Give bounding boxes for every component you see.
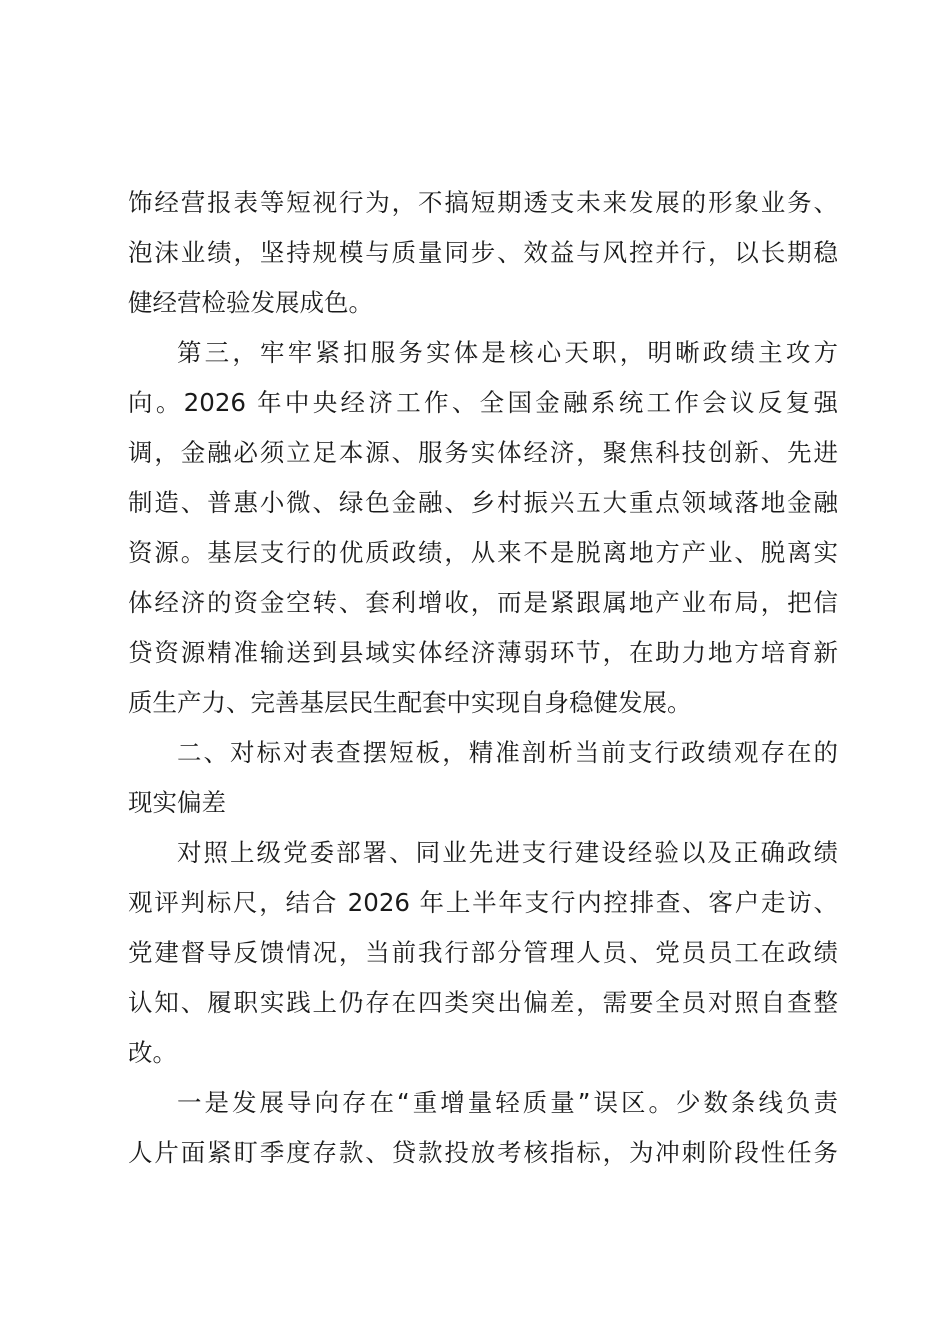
text-line: 质生产力、完善基层民生配套中实现自身稳健发展。 [128,688,692,717]
text-line: 体经济的资金空转、套利增收，而是紧跟属地产业布局，把信 [128,588,838,617]
text-line: 一是发展导向存在“重增量轻质量”误区。少数条线负责 [177,1088,838,1117]
text-line: 观评判标尺，结合 2026 年上半年支行内控排查、客户走访、 [128,888,838,917]
text-line: 第三，牢牢紧扣服务实体是核心天职，明晰政绩主攻方 [177,338,838,367]
text-line: 制造、普惠小微、绿色金融、乡村振兴五大重点领域落地金融 [128,488,838,517]
section-heading: 二、对标对表查摆短板，精准剖析当前支行政绩观存在的 [177,738,838,767]
text-line: 泡沫业绩，坚持规模与质量同步、效益与风控并行，以长期稳 [128,238,838,267]
text-line: 健经营检验发展成色。 [128,288,373,317]
text-line: 饰经营报表等短视行为，不搞短期透支未来发展的形象业务、 [128,188,838,217]
text-line: 认知、履职实践上仍存在四类突出偏差，需要全员对照自查整 [128,988,838,1017]
text-line: 贷资源精准输送到县域实体经济薄弱环节，在助力地方培育新 [128,638,838,667]
text-line: 调，金融必须立足本源、服务实体经济，聚焦科技创新、先进 [128,438,838,467]
document-body [128,178,838,1178]
section-heading: 现实偏差 [128,788,226,817]
text-line: 资源。基层支行的优质政绩，从来不是脱离地方产业、脱离实 [128,538,838,567]
text-line: 党建督导反馈情况，当前我行部分管理人员、党员员工在政绩 [128,938,838,967]
text-line: 人片面紧盯季度存款、贷款投放考核指标，为冲刺阶段性任务 [128,1138,838,1167]
text-line: 对照上级党委部署、同业先进支行建设经验以及正确政绩 [177,838,838,867]
text-line: 改。 [128,1038,177,1067]
text-line: 向。2026 年中央经济工作、全国金融系统工作会议反复强 [128,388,838,417]
